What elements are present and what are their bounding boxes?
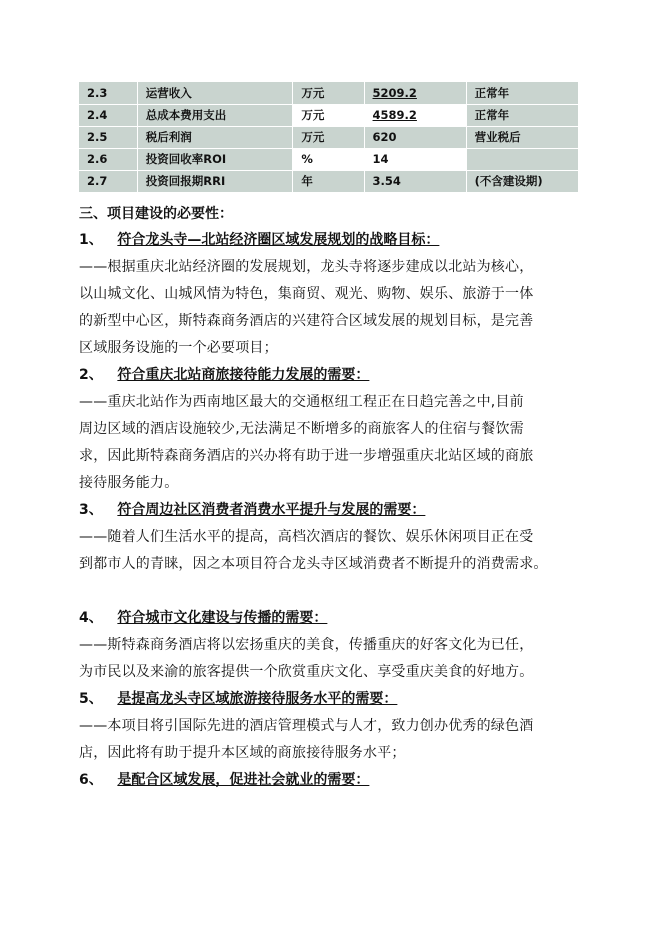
item-heading-text: 符合周边社区消费者消费水平提升与发展的需要： [117, 502, 426, 518]
paragraph-line: 区域服务设施的一个必要项目； [79, 340, 278, 356]
paragraph-line: ——根据重庆北站经济圈的发展规划，龙头寺将逐步建成以北站为核心， [79, 259, 534, 275]
item-heading-text: 是配合区域发展，促进社会就业的需要： [117, 772, 370, 788]
paragraph-line: 求，因此斯特森商务酒店的兴办将有助于进一步增强重庆北站区域的商旅 [79, 448, 534, 464]
item-heading-text: 符合重庆北站商旅接待能力发展的需要： [117, 367, 370, 383]
item-heading-text: 符合龙头寺—北站经济圈区域发展规划的战略目标： [117, 232, 440, 248]
value-cell: 620 [364, 126, 466, 148]
paragraph-line: 为市民以及来渝的旅客提供一个欣赏重庆文化、享受重庆美食的好地方。 [79, 664, 534, 680]
note-cell [466, 148, 578, 170]
value-cell: 3.54 [364, 170, 466, 192]
item-heading-text: 是提高龙头寺区域旅游接待服务水平的需要： [117, 691, 398, 707]
necessity-section [79, 202, 594, 794]
unit-cell: 万元 [293, 126, 364, 148]
paragraph-line: 的新型中心区，斯特森商务酒店的兴建符合区域发展的规划目标，是完善 [79, 313, 534, 329]
item-number: 1、 [79, 232, 103, 248]
item-number: 6、 [79, 772, 103, 788]
value-cell: 14 [364, 148, 466, 170]
note-cell: 营业税后 [466, 126, 578, 148]
item-heading-4 [79, 605, 594, 632]
unit-cell: 年 [293, 170, 364, 192]
row-number-cell: 2.3 [79, 82, 137, 104]
paragraph-line: 店，因此将有助于提升本区域的商旅接待服务水平； [79, 745, 406, 761]
item-number: 5、 [79, 691, 103, 707]
paragraph-line: ——重庆北站作为西南地区最大的交通枢纽工程正在日趋完善之中,目前 [79, 394, 524, 410]
note-cell: 正常年 [466, 82, 578, 104]
item-heading-1 [79, 227, 594, 254]
item-name-cell: 投资回报期RRI [137, 170, 293, 192]
paragraph-line: 到都市人的青睐，因之本项目符合龙头寺区域消费者不断提升的消费需求。 [79, 556, 548, 572]
paragraph-line: ——本项目将引国际先进的酒店管理模式与人才，致力创办优秀的绿色酒 [79, 718, 534, 734]
item-heading-3 [79, 497, 594, 524]
note-cell: (不含建设期) [466, 170, 578, 192]
row-number-cell: 2.7 [79, 170, 137, 192]
item-heading-6 [79, 767, 594, 794]
paragraph-line: ——随着人们生活水平的提高，高档次酒店的餐饮、娱乐休闲项目正在受 [79, 529, 534, 545]
unit-cell: 万元 [293, 104, 364, 126]
table-row [79, 148, 579, 170]
paragraph-line: 接待服务能力。 [79, 475, 179, 491]
value-cell: 4589.2 [364, 104, 466, 126]
paragraph-line: 以山城文化、山城风情为特色，集商贸、观光、购物、娱乐、旅游于一体 [79, 286, 534, 302]
paragraph-line: ——斯特森商务酒店将以宏扬重庆的美食，传播重庆的好客文化为已任， [79, 637, 534, 653]
section-title: 三、项目建设的必要性： [79, 206, 233, 222]
item-heading-text: 符合城市文化建设与传播的需要： [117, 610, 328, 626]
row-number-cell: 2.6 [79, 148, 137, 170]
unit-cell: 万元 [293, 82, 364, 104]
blank-line [79, 578, 594, 605]
item-name-cell: 运营收入 [137, 82, 293, 104]
item-name-cell: 税后利润 [137, 126, 293, 148]
row-number-cell: 2.5 [79, 126, 137, 148]
table-row [79, 170, 579, 192]
item-heading-2 [79, 362, 594, 389]
indicator-table [79, 82, 579, 193]
item-number: 4、 [79, 610, 103, 626]
value-cell: 5209.2 [364, 82, 466, 104]
table-row [79, 104, 579, 126]
unit-cell: % [293, 148, 364, 170]
item-name-cell: 投资回收率ROI [137, 148, 293, 170]
paragraph-line: 周边区域的酒店设施较少,无法满足不断增多的商旅客人的住宿与餐饮需 [79, 421, 524, 437]
table-row [79, 126, 579, 148]
item-heading-5 [79, 686, 594, 713]
item-number: 2、 [79, 367, 103, 383]
note-cell: 正常年 [466, 104, 578, 126]
row-number-cell: 2.4 [79, 104, 137, 126]
table-row [79, 82, 579, 104]
item-number: 3、 [79, 502, 103, 518]
item-name-cell: 总成本费用支出 [137, 104, 293, 126]
